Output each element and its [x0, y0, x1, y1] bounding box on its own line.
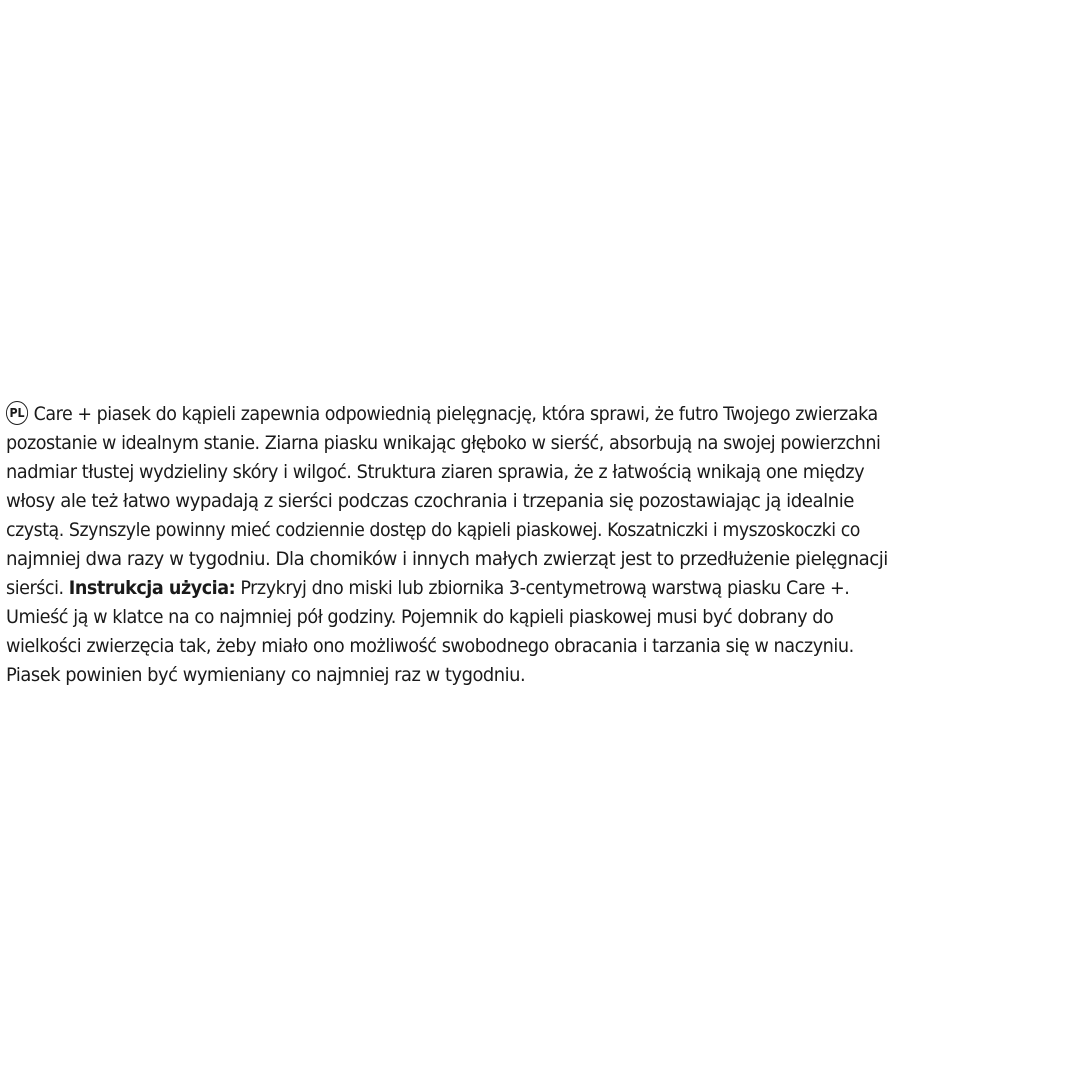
line-1-text: Care + piasek do kąpieli zapewnia odpowiednią pielęgnację, która sprawi, że futro Twojego zwierzaka: [33, 403, 878, 425]
text-line-7: [6, 574, 992, 603]
usage-instructions-heading: Instrukcja użycia:: [68, 577, 236, 599]
text-line-10: Piasek powinien być wymieniany co najmniej raz w tygodniu.: [6, 664, 526, 686]
text-line-4: włosy ale też łatwo wypadają z sierści podczas czochrania i trzepania się pozostawiając ją idealnie: [6, 490, 854, 512]
text-line-1: [6, 400, 987, 429]
line-7-lead: sierści.: [6, 577, 64, 599]
text-line-6: najmniej dwa razy w tygodniu. Dla chomików i innych małych zwierząt jest to przedłużenie pielęgnacji: [6, 548, 888, 570]
text-line-9: wielkości zwierzęcia tak, żeby miało ono możliwość swobodnego obracania i tarzania się w naczyniu.: [6, 635, 854, 657]
text-line-8: Umieść ją w klatce na co najmniej pół godziny. Pojemnik do kąpieli piaskowej musi być dobrany do: [6, 606, 834, 628]
line-7-rest: Przykryj dno miski lub zbiornika 3-centymetrową warstwą piasku Care +.: [235, 577, 850, 599]
product-description: [6, 400, 1072, 690]
text-line-3: nadmiar tłustej wydzieliny skóry i wilgoć. Struktura ziaren sprawia, że z łatwością wnikają one między: [6, 461, 865, 483]
language-badge: PL: [6, 401, 28, 425]
text-line-2: pozostanie w idealnym stanie. Ziarna piasku wnikając głęboko w sierść, absorbują na swojej powierzchni: [6, 432, 881, 454]
text-line-5: czystą. Szynszyle powinny mieć codziennie dostęp do kąpieli piaskowej. Koszatniczki i myszoskoczki co: [6, 519, 860, 541]
